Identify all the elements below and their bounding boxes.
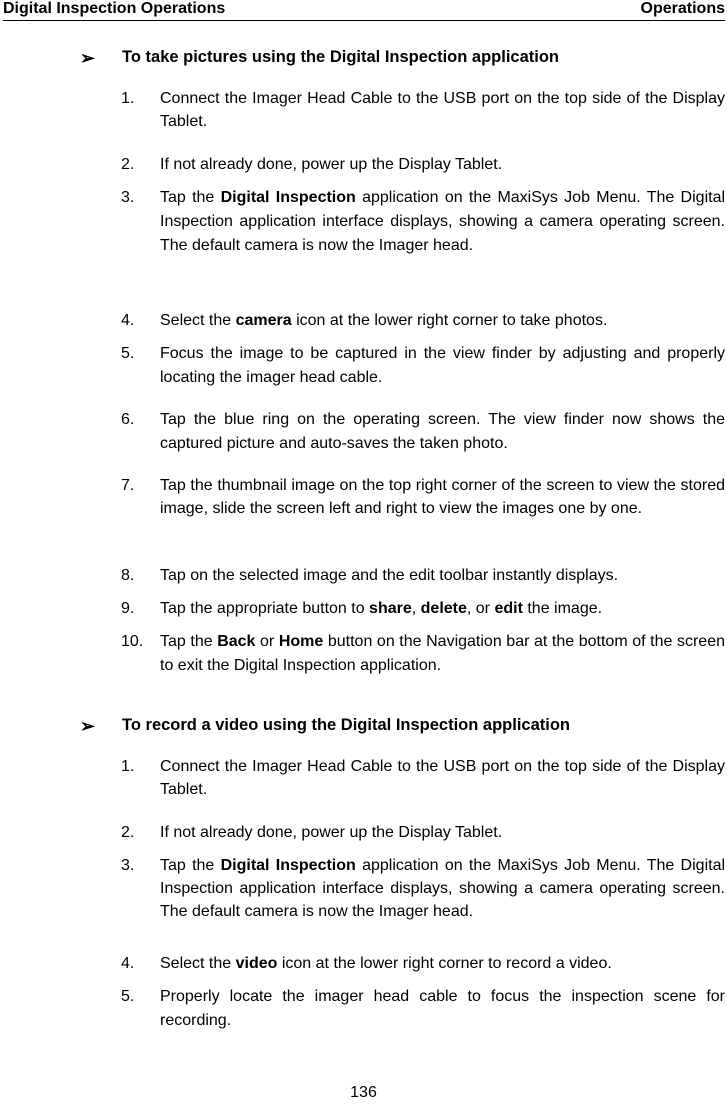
- text-run: Tap the blue ring on the operating screen. The view finder now shows the captured picture and auto-saves the taken photo.: [160, 411, 725, 452]
- emphasis-text: Home: [278, 633, 324, 650]
- step-text: [160, 630, 725, 678]
- arrow-bullet-icon: ➢: [80, 716, 96, 736]
- text-run: Select the: [160, 955, 236, 972]
- page-number: 136: [350, 1084, 377, 1101]
- header-section-title: Operations: [640, 0, 725, 17]
- text-run: icon at the lower right corner to record a video.: [277, 955, 612, 972]
- step-text: [160, 87, 725, 133]
- step-text: [160, 153, 725, 177]
- emphasis-text: Back: [217, 633, 256, 650]
- text-run: If not already done, power up the Display Tablet.: [160, 824, 503, 841]
- step-text: [160, 342, 725, 390]
- text-run: Connect the Imager Head Cable to the USB port on the top side of the Display Tablet.: [160, 90, 725, 130]
- step-text: [160, 985, 725, 1033]
- section-title-text: To take pictures using the Digital Inspection application: [122, 48, 560, 66]
- text-run: button on the Navigation bar at the bottom of the screen to exit the Digital Inspection application.: [160, 633, 725, 674]
- text-run: Select the: [160, 312, 236, 329]
- step-text: [160, 309, 725, 333]
- step-number: 5.: [121, 988, 135, 1005]
- text-run: Tap on the selected image and the edit toolbar instantly displays.: [160, 567, 619, 584]
- step-number: 5.: [121, 345, 135, 362]
- step-number: 3.: [121, 857, 135, 874]
- text-run: Tap the thumbnail image on the top right corner of the screen to view the stored image, slide the screen left and right to view the images one by one.: [160, 477, 725, 517]
- text-run: or: [255, 633, 279, 650]
- text-run: the image.: [522, 600, 603, 617]
- step-text: [160, 474, 725, 520]
- step-text: [160, 564, 725, 587]
- step-text: [160, 854, 725, 923]
- step-text: [160, 186, 725, 258]
- text-run: ,: [411, 600, 421, 617]
- emphasis-text: video: [235, 955, 278, 972]
- text-run: , or: [466, 600, 495, 617]
- step-text: [160, 952, 725, 976]
- text-run: Tap the: [160, 189, 221, 206]
- text-run: application on the MaxiSys Job Menu. The Digital Inspection application interface displays, showing a camera operating screen. The default camera is now the Imager head.: [160, 857, 726, 920]
- emphasis-text: Digital Inspection: [220, 857, 356, 874]
- emphasis-text: Digital Inspection: [220, 189, 356, 206]
- text-run: Tap the: [160, 633, 218, 650]
- page-header: [3, 0, 725, 21]
- section-title-text: To record a video using the Digital Inspection application: [122, 716, 570, 734]
- step-number: 4.: [121, 955, 135, 972]
- step-number: 10.: [121, 633, 144, 650]
- text-run: Focus the image to be captured in the view finder by adjusting and properly locating the imager head cable.: [160, 345, 725, 386]
- text-run: icon at the lower right corner to take photos.: [291, 312, 608, 329]
- emphasis-text: camera: [235, 312, 292, 329]
- step-number: 2.: [121, 824, 135, 841]
- step-number: 1.: [121, 758, 135, 775]
- text-run: Tap the: [160, 857, 221, 874]
- text-run: Connect the Imager Head Cable to the USB port on the top side of the Display Tablet.: [160, 758, 725, 798]
- arrow-bullet-icon: ➢: [80, 48, 96, 68]
- header-chapter-title: Digital Inspection Operations: [3, 0, 226, 17]
- text-run: If not already done, power up the Display Tablet.: [160, 156, 503, 173]
- emphasis-text: share: [369, 600, 412, 617]
- step-number: 3.: [121, 189, 135, 206]
- text-run: Properly locate the imager head cable to focus the inspection scene for recording.: [160, 988, 725, 1029]
- text-run: application on the MaxiSys Job Menu. The Digital Inspection application interface displays, showing a camera operating screen. The default camera is now the Imager head.: [160, 189, 726, 254]
- step-number: 4.: [121, 312, 135, 329]
- step-number: 6.: [121, 411, 135, 428]
- step-text: [160, 821, 725, 845]
- step-number: 1.: [121, 90, 135, 107]
- step-text: [160, 755, 725, 801]
- emphasis-text: delete: [420, 600, 467, 617]
- step-text: [160, 597, 725, 621]
- step-number: 2.: [121, 156, 135, 173]
- step-number: 8.: [121, 567, 135, 584]
- text-run: Tap the appropriate button to: [160, 600, 370, 617]
- step-text: [160, 408, 725, 456]
- step-number: 9.: [121, 600, 135, 617]
- step-number: 7.: [121, 477, 135, 494]
- emphasis-text: edit: [494, 600, 523, 617]
